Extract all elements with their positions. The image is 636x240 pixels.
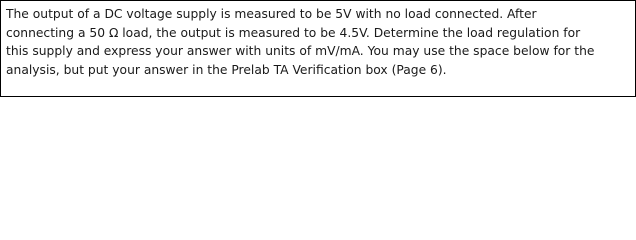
question-text	[6, 5, 632, 79]
question-line: connecting a 50 Ω load, the output is measured to be 4.5V. Determine the load regulation for	[6, 25, 581, 40]
question-line: The output of a DC voltage supply is measured to be 5V with no load connected. After	[6, 7, 537, 21]
question-line: this supply and express your answer with units of mV/mA. You may use the space below for the	[6, 44, 595, 58]
question-box	[0, 0, 636, 97]
question-line: analysis, but put your answer in the Prelab TA Verification box (Page 6).	[6, 62, 447, 77]
